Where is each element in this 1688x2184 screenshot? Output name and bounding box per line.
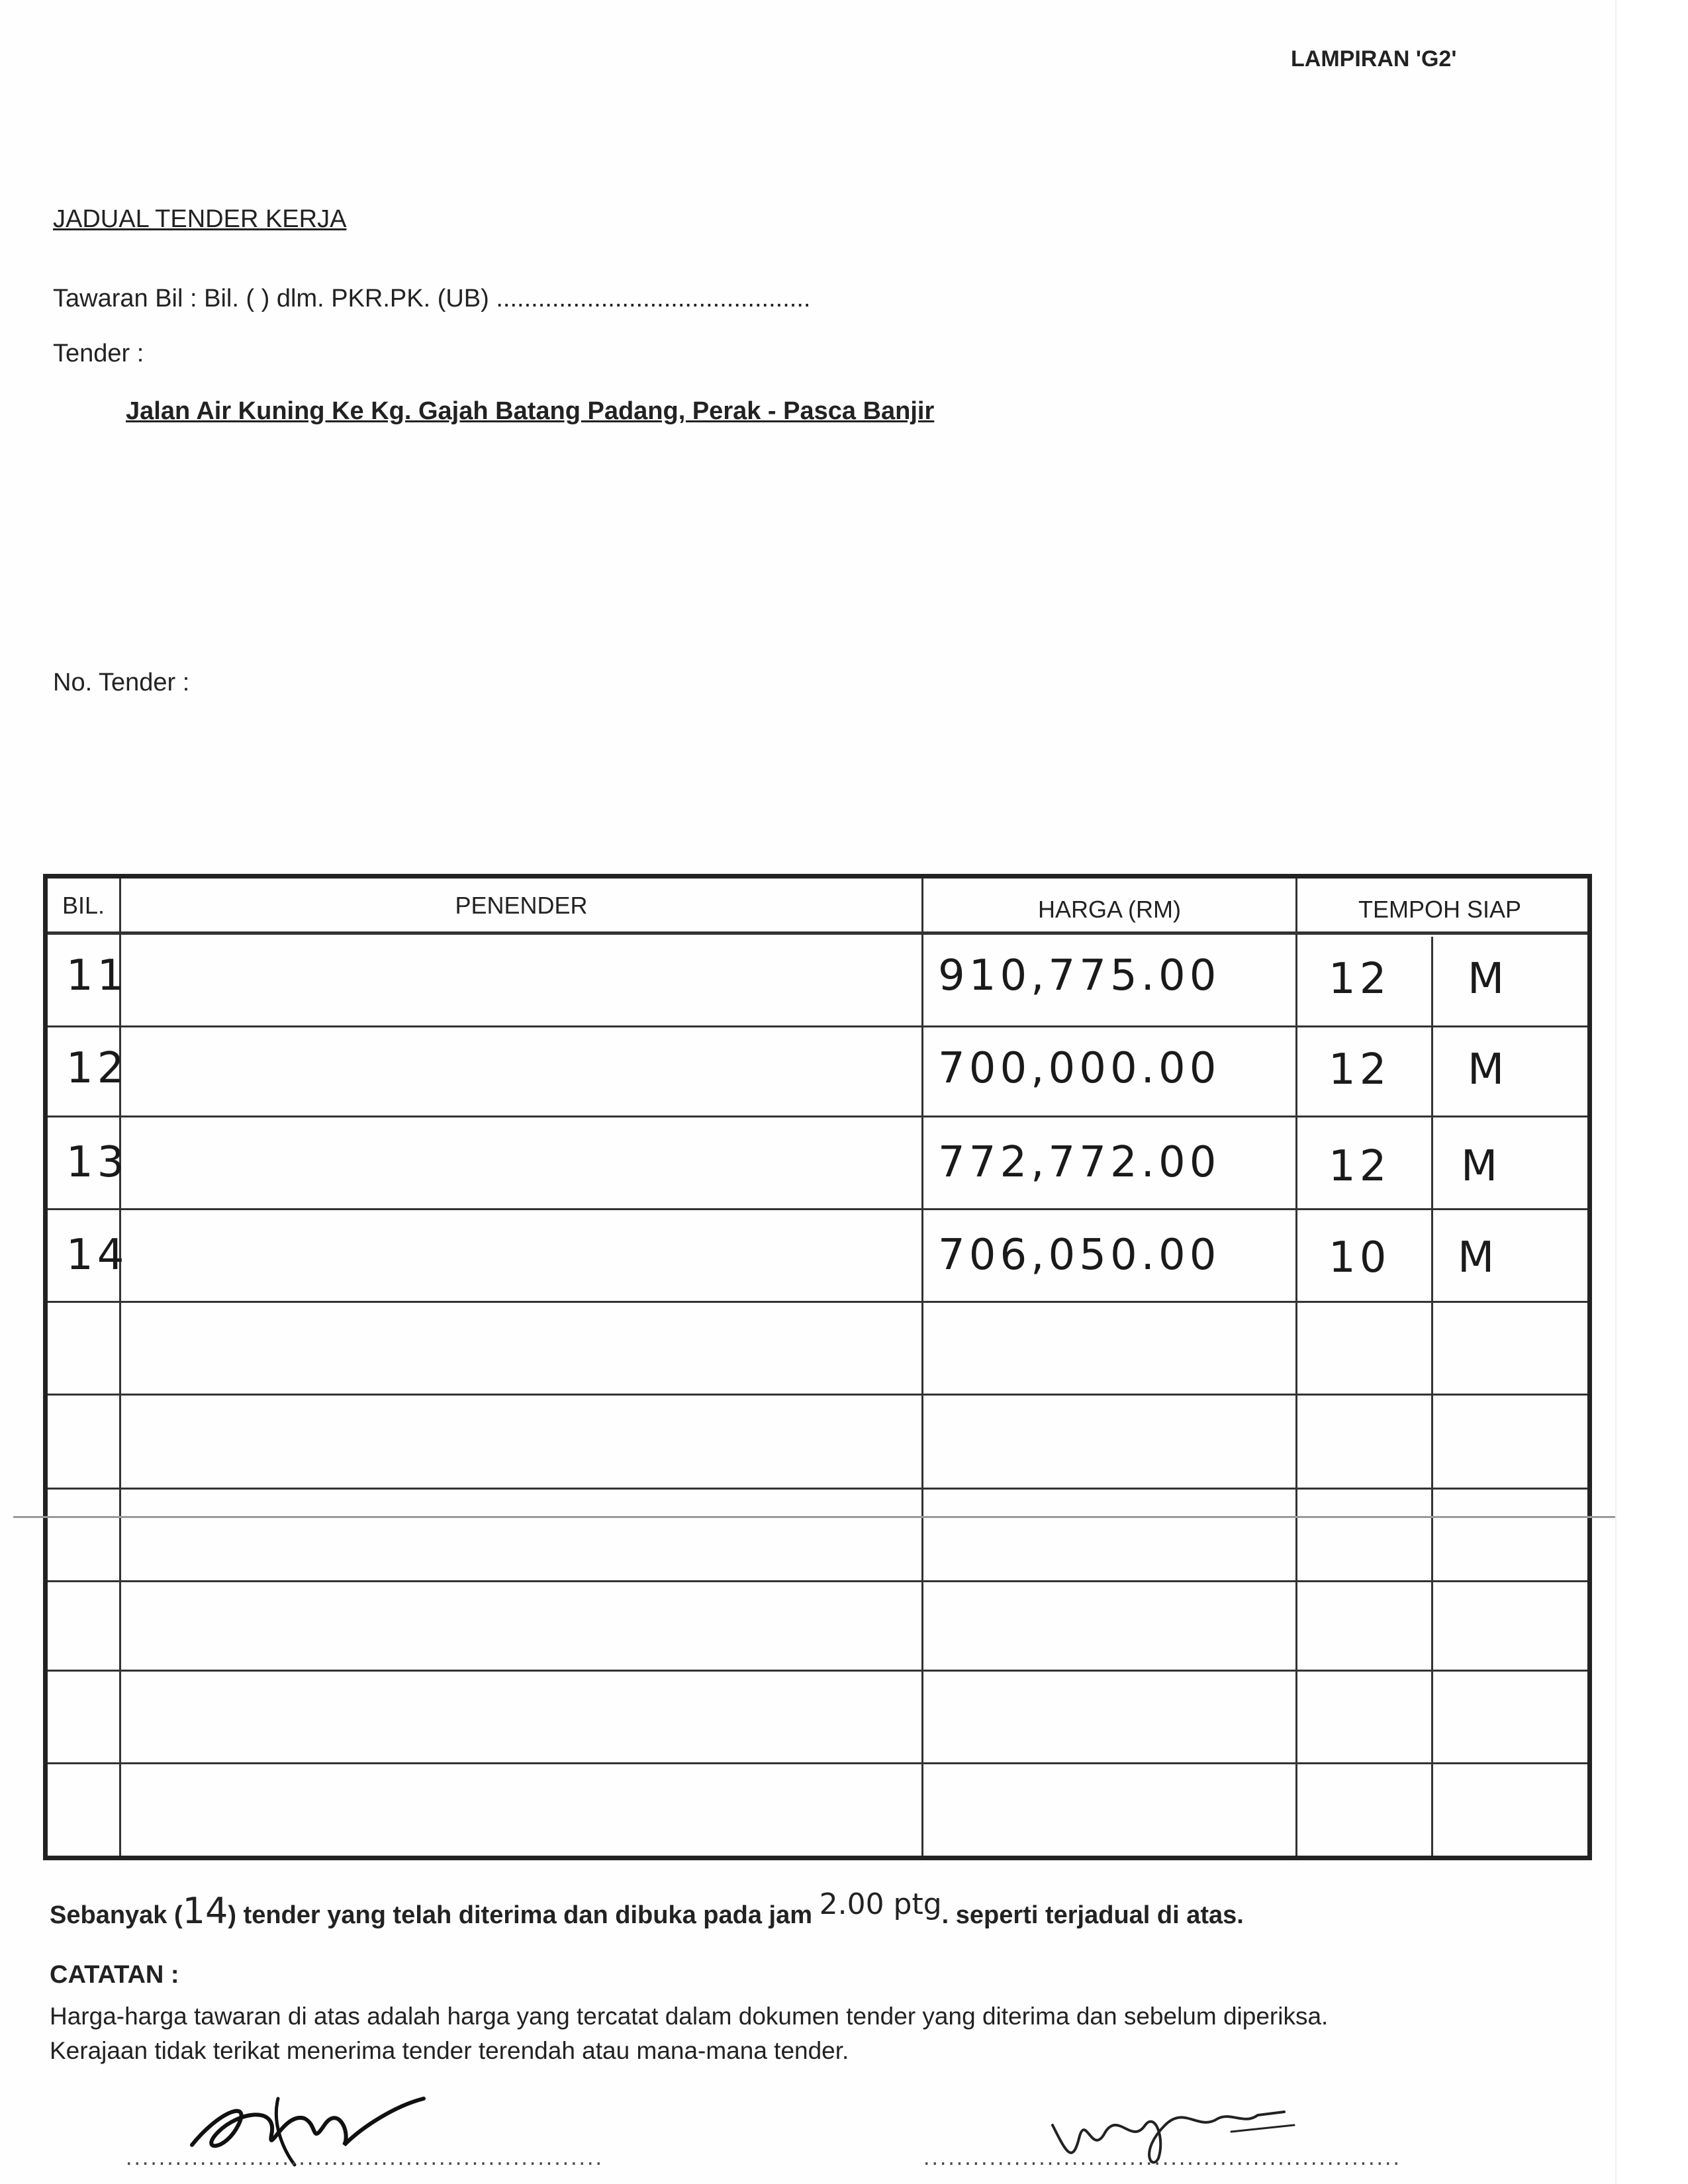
- header-rule: [48, 931, 1587, 935]
- row-unit: M: [1461, 1142, 1502, 1191]
- row-harga: 700,000.00: [938, 1044, 1221, 1093]
- row-tempoh: 12: [1329, 955, 1391, 1004]
- catatan-title: CATATAN :: [50, 1961, 179, 1989]
- col-divider-unit: [1431, 937, 1433, 1856]
- sebanyak-prefix: Sebanyak (: [50, 1901, 183, 1929]
- no-tender-label: No. Tender :: [53, 669, 190, 696]
- row-unit: M: [1458, 1233, 1499, 1282]
- sebanyak-suffix: . seperti terjadual di atas.: [941, 1901, 1244, 1929]
- row-rule: [48, 1116, 1587, 1117]
- row-rule: [48, 1488, 1587, 1490]
- lampiran-label: LAMPIRAN 'G2': [1291, 46, 1457, 71]
- tender-count: 14: [182, 1890, 228, 1932]
- sebanyak-line: [50, 1887, 1244, 1932]
- row-harga: 910,775.00: [938, 951, 1221, 1000]
- row-harga: 706,050.00: [938, 1231, 1221, 1280]
- signature-line-right: ..........................................................: [923, 2145, 1401, 2170]
- row-unit: M: [1468, 955, 1509, 1004]
- header-tempoh: TEMPOH SIAP: [1358, 896, 1522, 923]
- row-rule: [48, 1301, 1587, 1303]
- catatan-body: Harga-harga tawaran di atas adalah harga yang tercatat dalam dokumen tender yang diterima dan sebelum diperiksa. Kerajaan tidak terikat menerima tender terendah atau mana-mana tender.: [50, 2003, 1329, 2064]
- row-tempoh: 12: [1329, 1045, 1391, 1094]
- tender-table: [43, 874, 1592, 1860]
- row-rule: [48, 1580, 1587, 1582]
- document-title: JADUAL TENDER KERJA: [53, 205, 347, 233]
- row-bil: 12: [66, 1044, 128, 1093]
- header-harga: HARGA (RM): [1038, 896, 1181, 923]
- row-bil: 14: [66, 1231, 128, 1280]
- row-tempoh: 12: [1329, 1142, 1391, 1191]
- header-bil: BIL.: [62, 892, 105, 919]
- row-bil: 11: [66, 951, 128, 1000]
- row-tempoh: 10: [1329, 1233, 1391, 1282]
- tawaran-line: Tawaran Bil : Bil. ( ) dlm. PKR.PK. (UB) .............................................: [53, 285, 811, 312]
- tender-name: Jalan Air Kuning Ke Kg. Gajah Batang Padang, Perak - Pasca Banjir: [126, 397, 935, 425]
- row-harga: 772,772.00: [938, 1138, 1221, 1187]
- row-rule: [48, 1670, 1587, 1672]
- header-penender: PENENDER: [455, 892, 588, 919]
- row-bil: 13: [66, 1138, 128, 1187]
- row-rule: [48, 1394, 1587, 1396]
- signature-line-left: ..........................................................: [126, 2145, 604, 2170]
- row-rule: [48, 1208, 1587, 1210]
- opening-time: 2.00 ptg: [819, 1887, 942, 1921]
- row-unit: M: [1468, 1045, 1509, 1094]
- scan-page-edge: [1615, 0, 1688, 2184]
- scan-artifact-line: [13, 1516, 1615, 1518]
- sebanyak-mid: ) tender yang telah diterima dan dibuka pada jam: [228, 1901, 820, 1929]
- tender-label: Tender :: [53, 340, 144, 367]
- row-rule: [48, 1762, 1587, 1764]
- row-rule: [48, 1025, 1587, 1027]
